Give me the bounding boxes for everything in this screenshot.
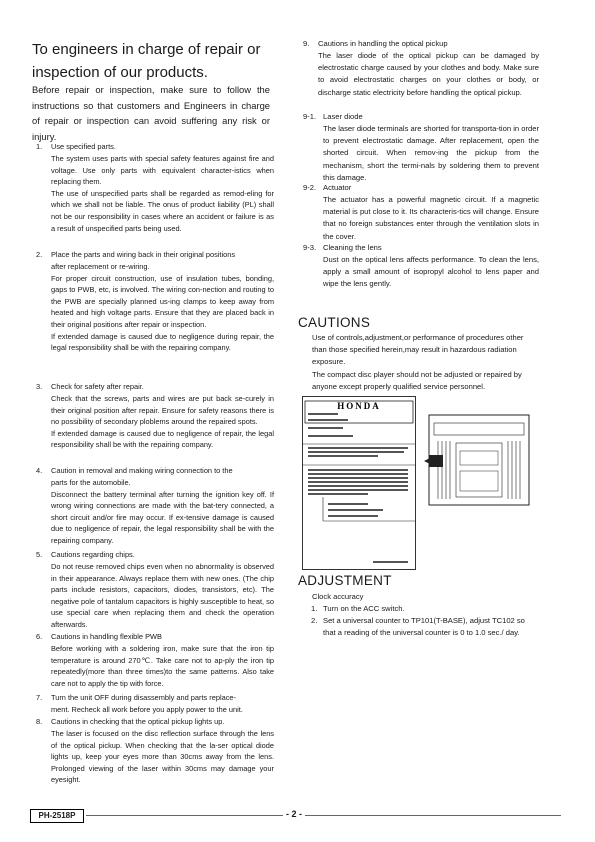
- item-title: Cautions regarding chips.: [51, 550, 135, 559]
- step-text: Turn on the ACC switch.: [323, 604, 405, 613]
- footer-rule: [86, 815, 561, 816]
- item-paragraph: Check that the screws, parts and wires are put back se-curely in their original position after repair. Ensure for safety reasons there is no possibility of secondary ploblems around the repaired spots.: [51, 394, 274, 427]
- item-title: Cleaning the lens: [323, 243, 382, 252]
- item-number: 8.: [36, 717, 43, 726]
- item-number: 6.: [36, 632, 43, 641]
- item-title: Caution in removal and making wiring connection to the: [51, 466, 233, 475]
- intro-paragraph: Before repair or inspection, make sure to follow the instructions so that customers and Engineers in charge of repair or inspection can avoid suffering any risk or injury.: [32, 84, 270, 142]
- item-paragraph: after replacement or re-wiring.: [51, 262, 150, 271]
- adjustment-subheading: Clock accuracy: [312, 592, 364, 601]
- item-paragraph: The laser is focused on the disc reflection surface through the lens of the optical pickup. When checking that the la-ser optical diode lights up, keep your eyes more than 30cms away from the lens. Prolonged viewing of the laser within 30cms may damage your eyesight.: [51, 729, 274, 785]
- item-number: 1.: [36, 142, 43, 151]
- product-label-image: [302, 396, 416, 570]
- item-title: Cautions in handling the optical pickup: [318, 39, 448, 48]
- item-body: [51, 153, 274, 234]
- label-drawing: [303, 397, 415, 569]
- item-number: 3.: [36, 382, 43, 391]
- adjustment-heading: ADJUSTMENT: [298, 573, 392, 588]
- page-title: [32, 38, 272, 84]
- title-line-2: inspection of our products.: [32, 64, 208, 81]
- item-paragraph: The system uses parts with special safety features against fire and voltage. Use only parts with equivalent character-istics when replacing them.: [51, 154, 274, 187]
- step-text: Set a universal counter to TP101(T-BASE), adjust TC102 so that a reading of the universal counter is 0 to 1.0 sec./ day.: [323, 616, 525, 638]
- item-body: The actuator has a powerful magnetic circuit. If a magnetic material is put close to it. Its characteris-tics will change. Ensure that no foreign substances enter through the ventilation slots in the cover.: [323, 195, 539, 241]
- model-number-box: PH-2518P: [30, 809, 84, 823]
- step-number: 2.: [311, 616, 318, 625]
- item-number: 2.: [36, 250, 43, 259]
- item-title: Check for safety after repair.: [51, 382, 144, 391]
- item-body: [51, 704, 274, 716]
- caution-paragraph: Use of controls,adjustment,or performance of procedures other than those specified herein,may result in hazardous radiation exposure.: [312, 333, 524, 367]
- item-paragraph: Disconnect the battery terminal after turning the ignition key off. If wrong wiring connections are made with the bat-tery connected, a short circuit and/or fire may occur. If ex-tensive damage is caused due to negligence of repair, the legal responsibility shall be with the repairing company.: [51, 489, 274, 545]
- item-body: [51, 728, 274, 786]
- item-paragraph: The use of unspecified parts shall be regarded as remod-eling for which we shall not be liable. The onus of product liability (PL) shall not be our responsibility in cases where an accident or failure is as a result of unspecified parts being used.: [51, 188, 274, 233]
- item-number: 9.: [303, 39, 310, 48]
- unit-drawing: [424, 413, 534, 508]
- item-number: 9-3.: [303, 243, 317, 252]
- item-body: [51, 393, 274, 451]
- unit-bottom-view-image: [424, 413, 534, 508]
- item-body: The laser diode of the optical pickup can be damaged by electrostatic charge caused by your clothes and body. Make sure to avoid electrostatic charges on your clothes or body, or discharge static electricity before handling the optical pickup.: [318, 51, 539, 97]
- item-paragraph: parts for the automobile.: [51, 478, 131, 487]
- item-paragraph: If extended damage is caused due to negligence during repair, the legal responsibility shall be with the repairing company.: [51, 331, 274, 353]
- page-number: - 2 -: [283, 809, 305, 819]
- item-body: [51, 261, 274, 354]
- item-number: 5.: [36, 550, 43, 559]
- item-paragraph: Before working with a soldering iron, make sure that the iron tip temperature is around 270℃. Take care not to ap-ply the iron tip repeatedly(more than three times)to the same patterns. Also take care not to apply the tip with force.: [51, 644, 274, 688]
- cautions-text: [312, 332, 539, 393]
- item-title: Turn the unit OFF during disassembly and parts replace-: [51, 693, 236, 702]
- item-title: Use specified parts.: [51, 142, 116, 151]
- item-title: Actuator: [323, 183, 352, 192]
- item-paragraph: ment. Recheck all work before you apply power to the unit.: [51, 705, 243, 714]
- item-number: 9-2.: [303, 183, 317, 192]
- item-body: [51, 477, 274, 547]
- item-number: 4.: [36, 466, 43, 475]
- item-body: Dust on the optical lens affects performance. To clean the lens, apply a small amount of isopropyl alcohol to lens paper and wipe the lens gently.: [323, 255, 539, 289]
- item-number: 9-1.: [303, 112, 317, 121]
- caution-paragraph: The compact disc player should not be adjusted or repaired by anyone except properly qualified service personnel.: [312, 369, 522, 391]
- item-number: 7.: [36, 693, 43, 702]
- item-body: The laser diode terminals are shorted for transporta-tion in order to prevent electrostatic damage. After replacement, open the shorted circuit. When remov-ing the pickup from the mechanism, short the termi-nals by soldering them to prevent this damage.: [323, 124, 539, 182]
- item-title: Cautions in handling flexible PWB: [51, 632, 162, 641]
- item-paragraph: Do not reuse removed chips even when no abnormality is observed in their appearance. Always replace them with new ones. (The chip parts include resistors, capacitors, diodes, transistors, etc). The negative pole of tantalum capacitors is highly susceptible to heat, so use special care when replacing them and check the operation afterwards.: [51, 562, 274, 629]
- item-paragraph: If extended damage is caused due to negligence of repair, the legal responsibility shall be with the repairing company.: [51, 428, 274, 450]
- item-body: [51, 643, 274, 689]
- item-paragraph: For proper circuit construction, use of insulation tubes, bonding, gaps to PWB, etc, is involved. The wiring con-nection and routing to the PWB are specially planned us-ing clamps to keep away from heated and high voltage parts. Ensure that they are placed back in their original positions after repair or inspection.: [51, 273, 274, 329]
- step-number: 1.: [311, 604, 318, 613]
- label-brand: HONDA: [337, 401, 381, 411]
- item-title: Laser diode: [323, 112, 363, 121]
- item-title: Place the parts and wiring back in their original positions: [51, 250, 236, 259]
- title-line-1: To engineers in charge of repair or: [32, 41, 261, 58]
- item-title: Cautions in checking that the optical pickup lights up.: [51, 717, 225, 726]
- cautions-heading: CAUTIONS: [298, 315, 371, 330]
- item-body: [51, 561, 274, 631]
